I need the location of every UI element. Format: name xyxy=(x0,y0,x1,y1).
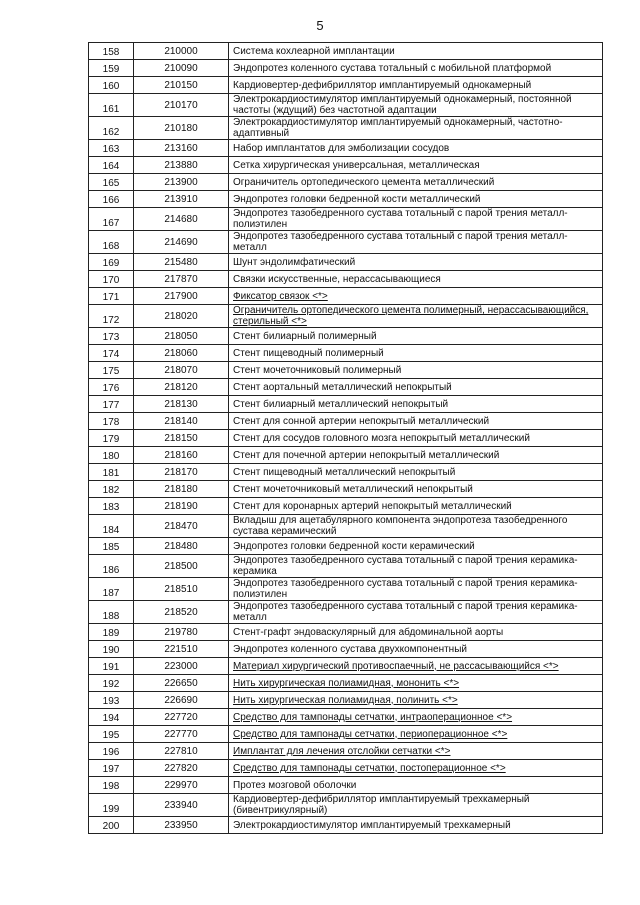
table-row xyxy=(89,117,603,140)
item-name-cell[interactable] xyxy=(229,709,603,726)
table-row xyxy=(89,555,603,578)
row-number: 190 xyxy=(89,641,134,658)
row-number: 200 xyxy=(89,817,134,834)
item-code: 218520 xyxy=(134,601,229,624)
item-name-cell xyxy=(229,447,603,464)
row-number: 182 xyxy=(89,481,134,498)
row-number: 166 xyxy=(89,191,134,208)
item-name: Стент мочеточниковый металлический непокрытый xyxy=(233,483,473,495)
item-name-cell xyxy=(229,77,603,94)
row-number: 189 xyxy=(89,624,134,641)
item-code: 218130 xyxy=(134,396,229,413)
row-number: 184 xyxy=(89,515,134,538)
item-name: Стент билиарный металлический непокрытый xyxy=(233,398,449,410)
table-row xyxy=(89,658,603,675)
item-code: 218180 xyxy=(134,481,229,498)
item-code: 213900 xyxy=(134,174,229,191)
item-code: 217870 xyxy=(134,271,229,288)
item-code: 218150 xyxy=(134,430,229,447)
item-code: 223000 xyxy=(134,658,229,675)
item-name-cell[interactable] xyxy=(229,743,603,760)
item-name: Система кохлеарной имплантации xyxy=(233,45,395,57)
item-name: Эндопротез головки бедренной кости металлический xyxy=(233,193,481,205)
table-row xyxy=(89,624,603,641)
table-row xyxy=(89,447,603,464)
page-number: 5 xyxy=(316,18,324,33)
table-row xyxy=(89,464,603,481)
item-code: 218070 xyxy=(134,362,229,379)
item-name-cell xyxy=(229,174,603,191)
item-name: Стент-графт эндоваскулярный для абдоминальной аорты xyxy=(233,626,504,638)
item-name-cell[interactable] xyxy=(229,658,603,675)
item-name: Стент билиарный полимерный xyxy=(233,330,377,342)
item-name-cell xyxy=(229,271,603,288)
row-number: 199 xyxy=(89,794,134,817)
item-name-link[interactable]: Средство для тампонады сетчатки, интраоперационное <*> xyxy=(233,711,513,723)
table-row xyxy=(89,345,603,362)
row-number: 185 xyxy=(89,538,134,555)
item-name-cell[interactable] xyxy=(229,675,603,692)
row-number: 178 xyxy=(89,413,134,430)
row-number: 171 xyxy=(89,288,134,305)
table-row xyxy=(89,305,603,328)
table-row xyxy=(89,379,603,396)
item-name: Эндопротез тазобедренного сустава тотальный с парой трения керамика-керамика xyxy=(233,555,578,577)
table-row xyxy=(89,481,603,498)
item-code: 219780 xyxy=(134,624,229,641)
item-name: Шунт эндолимфатический xyxy=(233,256,356,268)
item-code: 214680 xyxy=(134,208,229,231)
row-number: 176 xyxy=(89,379,134,396)
item-name: Ограничитель ортопедического цемента металлический xyxy=(233,176,495,188)
row-number: 169 xyxy=(89,254,134,271)
item-name-cell[interactable] xyxy=(229,305,603,328)
table-row xyxy=(89,208,603,231)
item-name-cell xyxy=(229,538,603,555)
table-row xyxy=(89,430,603,447)
item-name-cell xyxy=(229,157,603,174)
item-name: Стент для коронарных артерий непокрытый металлический xyxy=(233,500,512,512)
table-row xyxy=(89,174,603,191)
item-name: Кардиовертер-дефибриллятор имплантируемый трехкамерный (бивентрикулярный) xyxy=(233,794,530,816)
item-code: 210090 xyxy=(134,60,229,77)
table-row xyxy=(89,396,603,413)
item-code: 210170 xyxy=(134,94,229,117)
item-name-cell xyxy=(229,94,603,117)
item-name: Стент пищеводный металлический непокрытый xyxy=(233,466,456,478)
item-name-cell xyxy=(229,396,603,413)
row-number: 198 xyxy=(89,777,134,794)
table-row xyxy=(89,231,603,254)
item-name-cell[interactable] xyxy=(229,760,603,777)
table-row xyxy=(89,538,603,555)
item-name-cell xyxy=(229,498,603,515)
item-name-cell xyxy=(229,208,603,231)
item-name: Связки искусственные, нерассасывающиеся xyxy=(233,273,441,285)
table-row xyxy=(89,157,603,174)
item-code: 233940 xyxy=(134,794,229,817)
item-name-cell xyxy=(229,515,603,538)
row-number: 180 xyxy=(89,447,134,464)
item-name-link[interactable]: Ограничитель ортопедического цемента полимерный, нерассасывающийся, стерильный <*> xyxy=(233,305,589,327)
item-name-cell xyxy=(229,254,603,271)
row-number: 159 xyxy=(89,60,134,77)
item-name-cell xyxy=(229,191,603,208)
item-code: 210180 xyxy=(134,117,229,140)
table-row xyxy=(89,271,603,288)
row-number: 165 xyxy=(89,174,134,191)
table-row xyxy=(89,743,603,760)
item-code: 218510 xyxy=(134,578,229,601)
table-row xyxy=(89,709,603,726)
item-name: Эндопротез тазобедренного сустава тотальный с парой трения керамика-полиэтилен xyxy=(233,578,578,600)
item-name: Эндопротез коленного сустава двухкомпонентный xyxy=(233,643,467,655)
row-number: 174 xyxy=(89,345,134,362)
row-number: 187 xyxy=(89,578,134,601)
registry-table-body xyxy=(89,43,603,834)
item-name-cell xyxy=(229,601,603,624)
item-code: 213160 xyxy=(134,140,229,157)
item-code: 226690 xyxy=(134,692,229,709)
item-code: 227720 xyxy=(134,709,229,726)
table-row xyxy=(89,77,603,94)
table-row xyxy=(89,362,603,379)
table-row xyxy=(89,254,603,271)
item-code: 221510 xyxy=(134,641,229,658)
row-number: 196 xyxy=(89,743,134,760)
registry-table xyxy=(88,42,603,834)
item-name-cell[interactable] xyxy=(229,726,603,743)
row-number: 194 xyxy=(89,709,134,726)
row-number: 192 xyxy=(89,675,134,692)
table-row xyxy=(89,288,603,305)
item-code: 233950 xyxy=(134,817,229,834)
item-code: 213910 xyxy=(134,191,229,208)
row-number: 161 xyxy=(89,94,134,117)
item-code: 227820 xyxy=(134,760,229,777)
row-number: 167 xyxy=(89,208,134,231)
item-code: 218500 xyxy=(134,555,229,578)
item-name: Стент для почечной артерии непокрытый металлический xyxy=(233,449,500,461)
item-name: Эндопротез головки бедренной кости керамический xyxy=(233,540,475,552)
item-name: Сетка хирургическая универсальная, металлическая xyxy=(233,159,480,171)
table-row xyxy=(89,191,603,208)
item-name: Стент для сонной артерии непокрытый металлический xyxy=(233,415,490,427)
item-name: Стент пищеводный полимерный xyxy=(233,347,384,359)
item-name-link[interactable]: Материал хирургический противоспаечный, не рассасывающийся <*> xyxy=(233,660,559,672)
item-name: Эндопротез коленного сустава тотальный с мобильной платформой xyxy=(233,62,552,74)
item-name: Электрокардиостимулятор имплантируемый трехкамерный xyxy=(233,819,511,831)
item-code: 218170 xyxy=(134,464,229,481)
row-number: 177 xyxy=(89,396,134,413)
row-number: 181 xyxy=(89,464,134,481)
table-row xyxy=(89,777,603,794)
item-name-cell xyxy=(229,345,603,362)
row-number: 173 xyxy=(89,328,134,345)
item-name: Стент аортальный металлический непокрытый xyxy=(233,381,452,393)
item-name-cell xyxy=(229,817,603,834)
item-name: Протез мозговой оболочки xyxy=(233,779,357,791)
table-row xyxy=(89,817,603,834)
item-name-cell xyxy=(229,794,603,817)
table-row xyxy=(89,641,603,658)
table-row xyxy=(89,94,603,117)
row-number: 195 xyxy=(89,726,134,743)
item-code: 210000 xyxy=(134,43,229,60)
table-row xyxy=(89,60,603,77)
item-code: 218190 xyxy=(134,498,229,515)
item-name: Стент мочеточниковый полимерный xyxy=(233,364,402,376)
table-row xyxy=(89,760,603,777)
item-code: 226650 xyxy=(134,675,229,692)
item-name: Эндопротез тазобедренного сустава тотальный с парой трения металл-металл xyxy=(233,231,568,253)
item-name-cell xyxy=(229,362,603,379)
row-number: 158 xyxy=(89,43,134,60)
item-name-cell xyxy=(229,641,603,658)
item-name: Эндопротез тазобедренного сустава тотальный с парой трения керамика-металл xyxy=(233,601,578,623)
table-row xyxy=(89,515,603,538)
item-code: 217900 xyxy=(134,288,229,305)
table-row xyxy=(89,675,603,692)
item-name-cell xyxy=(229,430,603,447)
item-code: 218160 xyxy=(134,447,229,464)
item-name-link[interactable]: Средство для тампонады сетчатки, периоперационное <*> xyxy=(233,728,508,740)
item-name-link[interactable]: Фиксатор связок <*> xyxy=(233,290,328,302)
item-name-cell xyxy=(229,328,603,345)
table-row xyxy=(89,328,603,345)
row-number: 186 xyxy=(89,555,134,578)
table-row xyxy=(89,578,603,601)
item-code: 213880 xyxy=(134,157,229,174)
row-number: 164 xyxy=(89,157,134,174)
row-number: 197 xyxy=(89,760,134,777)
row-number: 175 xyxy=(89,362,134,379)
item-name-link[interactable]: Средство для тампонады сетчатки, постоперационное <*> xyxy=(233,762,506,774)
item-code: 210150 xyxy=(134,77,229,94)
item-name-link[interactable]: Имплантат для лечения отслойки сетчатки <*> xyxy=(233,745,451,757)
item-code: 218140 xyxy=(134,413,229,430)
table-row xyxy=(89,43,603,60)
item-name-cell xyxy=(229,43,603,60)
row-number: 172 xyxy=(89,305,134,328)
row-number: 191 xyxy=(89,658,134,675)
table-row xyxy=(89,692,603,709)
item-name: Вкладыш для ацетабулярного компонента эндопротеза тазобедренного сустава керамический xyxy=(233,515,568,537)
item-name-cell[interactable] xyxy=(229,692,603,709)
table-row xyxy=(89,140,603,157)
item-name-cell xyxy=(229,231,603,254)
item-name-cell xyxy=(229,117,603,140)
row-number: 160 xyxy=(89,77,134,94)
item-name-link[interactable]: Нить хирургическая полиамидная, полинить <*> xyxy=(233,694,458,706)
item-name-cell xyxy=(229,777,603,794)
item-code: 227770 xyxy=(134,726,229,743)
item-name: Эндопротез тазобедренного сустава тотальный с парой трения металл-полиэтилен xyxy=(233,208,568,230)
item-name-link[interactable]: Нить хирургическая полиамидная, мононить <*> xyxy=(233,677,460,689)
row-number: 193 xyxy=(89,692,134,709)
item-name-cell xyxy=(229,60,603,77)
item-code: 218060 xyxy=(134,345,229,362)
item-code: 215480 xyxy=(134,254,229,271)
item-code: 218120 xyxy=(134,379,229,396)
item-code: 229970 xyxy=(134,777,229,794)
item-name-cell[interactable] xyxy=(229,288,603,305)
item-name-cell xyxy=(229,578,603,601)
item-name-cell xyxy=(229,555,603,578)
item-code: 218050 xyxy=(134,328,229,345)
item-name: Электрокардиостимулятор имплантируемый однокамерный, частотно-адаптивный xyxy=(233,117,563,139)
row-number: 162 xyxy=(89,117,134,140)
row-number: 179 xyxy=(89,430,134,447)
item-code: 218480 xyxy=(134,538,229,555)
item-code: 214690 xyxy=(134,231,229,254)
item-name: Кардиовертер-дефибриллятор имплантируемый однокамерный xyxy=(233,79,532,91)
item-code: 227810 xyxy=(134,743,229,760)
table-row xyxy=(89,794,603,817)
row-number: 170 xyxy=(89,271,134,288)
item-name-cell xyxy=(229,140,603,157)
item-name-cell xyxy=(229,464,603,481)
table-row xyxy=(89,413,603,430)
row-number: 183 xyxy=(89,498,134,515)
row-number: 188 xyxy=(89,601,134,624)
item-name-cell xyxy=(229,413,603,430)
table-row xyxy=(89,601,603,624)
item-name: Стент для сосудов головного мозга непокрытый металлический xyxy=(233,432,530,444)
item-name-cell xyxy=(229,481,603,498)
item-name-cell xyxy=(229,379,603,396)
item-name-cell xyxy=(229,624,603,641)
table-row xyxy=(89,498,603,515)
item-code: 218020 xyxy=(134,305,229,328)
row-number: 168 xyxy=(89,231,134,254)
item-name: Электрокардиостимулятор имплантируемый однокамерный, постоянной частоты (ждущий) без частотной адаптации xyxy=(233,94,572,116)
table-row xyxy=(89,726,603,743)
item-name: Набор имплантатов для эмболизации сосудов xyxy=(233,142,450,154)
row-number: 163 xyxy=(89,140,134,157)
item-code: 218470 xyxy=(134,515,229,538)
